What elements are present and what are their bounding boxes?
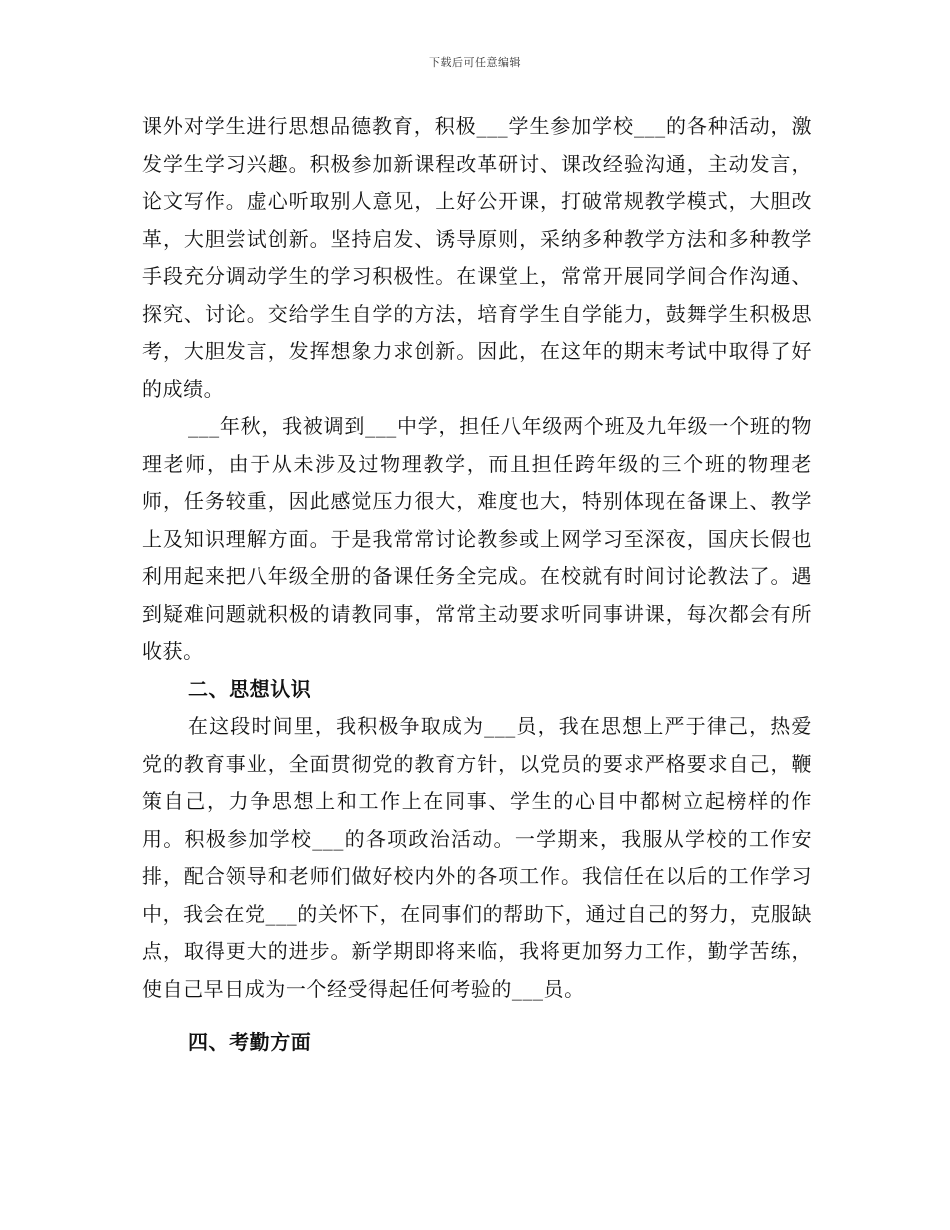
section-heading-ideology: 二、思想认识 xyxy=(188,676,312,701)
paragraph-physics-teacher: ___年秋，我被调到___中学，担任八年级两个班及九年级一个班的物理老师，由于从未涉及过物理教学，而且担任跨年级的三个班的物理老师，任务较重，因此感觉压力很大，难度也大，特别体现在备课上、教学上及知识理解方面。于是我常常讨论教参或上网学习至深夜，国庆长假也利用起来把八年级全册的备课任务全完成。在校就有时间讨论教法了。遇到疑难问题就积极的请教同事，常常主动要求听同事讲课，每次都会有所收获。 xyxy=(142,414,812,663)
section-heading-attendance: 四、考勤方面 xyxy=(188,1030,312,1054)
paragraph-teaching-activities: 课外对学生进行思想品德教育，积极___学生参加学校___的各种活动，激发学生学习兴趣。积极参加新课程改革研讨、课改经验沟通，主动发言，论文写作。虚心听取别人意见，上好公开课，打破常规教学模式，大胆改革，大胆尝试创新。坚持启发、诱导原则，采纳多种教学方法和多种教学手段充分调动学生的学习积极性。在课堂上，常常开展同学间合作沟通、探究、讨论。交给学生自学的方法，培育学生自学能力，鼓舞学生积极思考，大胆发言，发挥想象力求创新。因此，在这年的期末考试中取得了好的成绩。 xyxy=(142,114,812,401)
document-body xyxy=(142,108,812,1062)
page-header: 下载后可任意编辑 xyxy=(429,56,521,69)
paragraph-ideology: 在这段时间里，我积极争取成为___员，我在思想上严于律己，热爱党的教育事业，全面贯彻党的教育方针，以党员的要求严格要求自己，鞭策自己，力争思想上和工作上在同事、学生的心目中都树立起榜样的作用。积极参加学校___的各项政治活动。一学期来，我服从学校的工作安排，配合领导和老师们做好校内外的各项工作。我信任在以后的工作学习中，我会在党___的关怀下，在同事们的帮助下，通过自己的努力，克服缺点，取得更大的进步。新学期即将来临，我将更加努力工作，勤学苦练，使自己早日成为一个经受得起任何考验的___员。 xyxy=(142,714,812,1001)
